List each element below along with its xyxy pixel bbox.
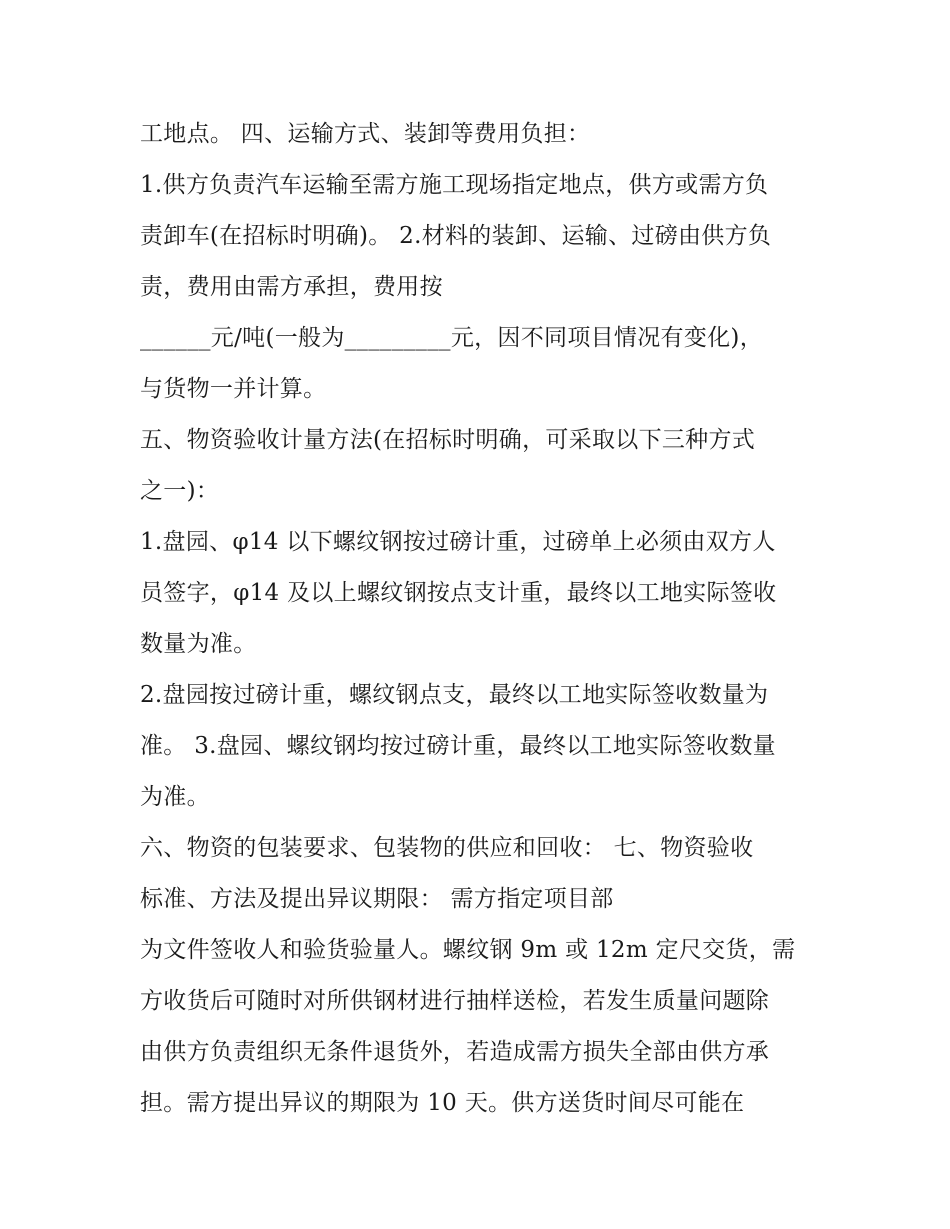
text-line: 责卸车(在招标时明确)。 2.材料的装卸、运输、过磅由供方负 xyxy=(140,223,772,249)
text-line: 标准、方法及提出异议期限： 需方指定项目部 xyxy=(140,886,614,912)
text-line: 由供方负责组织无条件退货外，若造成需方损失全部由供方承 xyxy=(140,1039,770,1065)
text-line: 五、物资验收计量方法(在招标时明确，可采取以下三种方式 xyxy=(140,427,756,453)
text-line: ______元/吨(一般为_________元，因不同项目情况有变化)， xyxy=(140,325,763,351)
text-line: 员签字，φ14 及以上螺纹钢按点支计重，最终以工地实际签收 xyxy=(140,580,777,606)
text-line: 方收货后可随时对所供钢材进行抽样送检，若发生质量问题除 xyxy=(140,988,770,1014)
text-line: 担。需方提出异议的期限为 10 天。供方送货时间尽可能在 xyxy=(140,1090,745,1116)
text-line: 准。 3.盘园、螺纹钢均按过磅计重，最终以工地实际签收数量 xyxy=(140,733,776,759)
text-line: 之一)： xyxy=(140,478,220,504)
text-line: 1.供方负责汽车运输至需方施工现场指定地点，供方或需方负 xyxy=(140,172,769,198)
contract-text-body xyxy=(140,109,820,1129)
text-line: 2.盘园按过磅计重，螺纹钢点支，最终以工地实际签收数量为 xyxy=(140,682,769,708)
text-line: 为准。 xyxy=(140,784,210,810)
text-line: 责，费用由需方承担，费用按 xyxy=(140,274,443,300)
text-line: 六、物资的包装要求、包装物的供应和回收： 七、物资验收 xyxy=(140,835,754,861)
text-line: 与货物一并计算。 xyxy=(140,376,327,402)
text-line: 1.盘园、φ14 以下螺纹钢按过磅计重，过磅单上必须由双方人 xyxy=(140,529,776,555)
text-line: 为文件签收人和验货验量人。螺纹钢 9m 或 12m 定尺交货，需 xyxy=(140,937,796,963)
text-line: 数量为准。 xyxy=(140,631,257,657)
text-line: 工地点。 四、运输方式、装卸等费用负担： xyxy=(140,121,591,147)
